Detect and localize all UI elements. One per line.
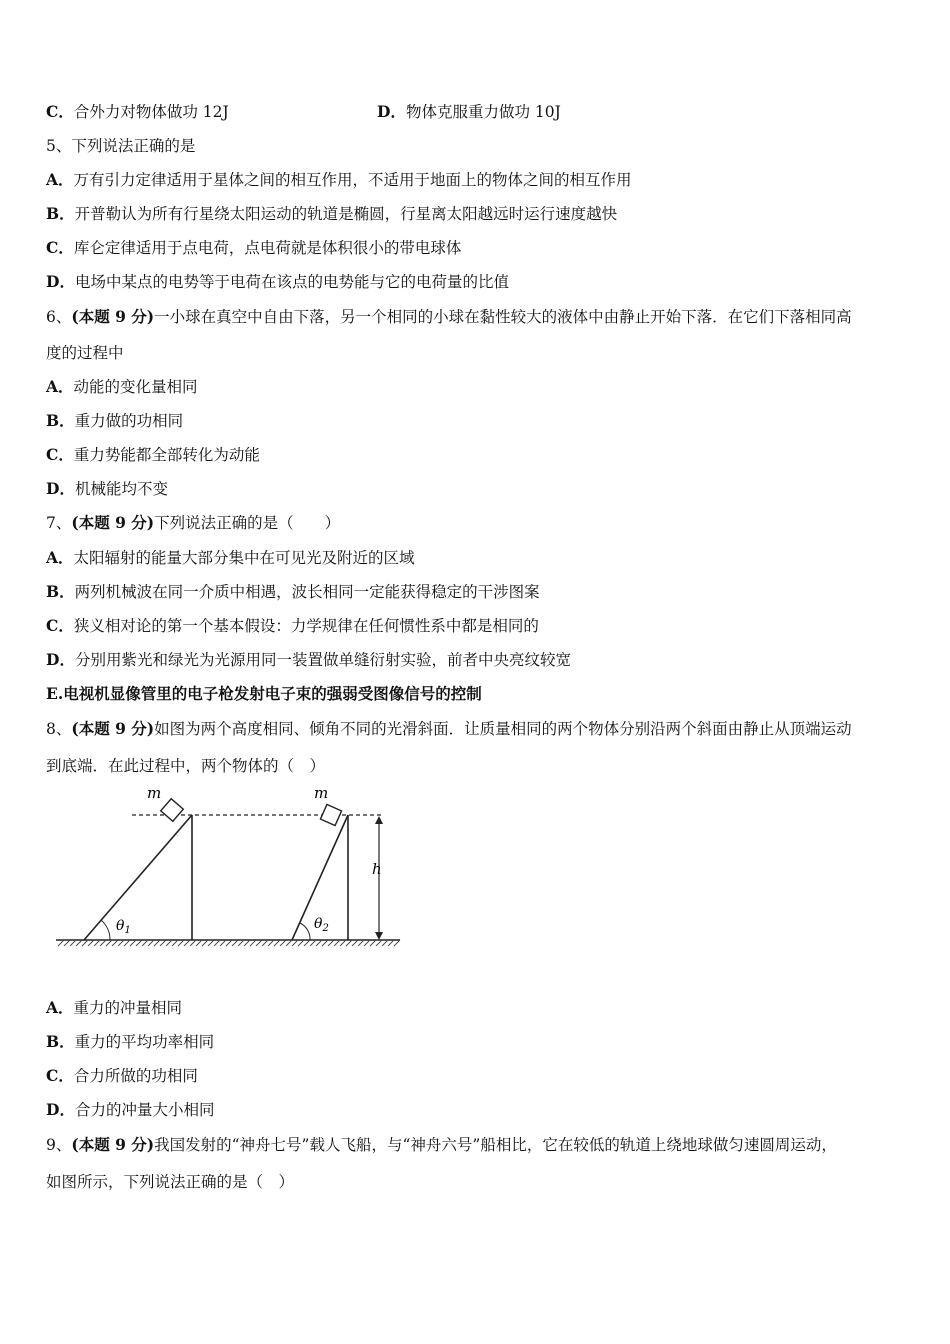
block-2 (320, 804, 341, 825)
option-text: 重力的平均功率相同 (74, 1033, 215, 1051)
question-points: (本题 9 分) (71, 307, 155, 326)
question-text: 一小球在真空中自由下落，另一个相同的小球在黏性较大的液体中由静止开始下落．在它们下落相同高 (154, 308, 852, 326)
option-text: 电场中某点的电势等于电荷在该点的电势能与它的电荷量的比值 (74, 273, 509, 291)
option-letter: D． (46, 479, 75, 498)
q6-stem-line2: 度的过程中 (46, 344, 124, 362)
question-text: 我国发射的“神舟七号”载人飞船，与“神舟六号”船相比，它在较低的轨道上绕地球做匀速圆周运动， (154, 1136, 837, 1154)
question-text: 下列说法正确的是（ ） (154, 514, 341, 532)
height-arrow-head-bottom (375, 932, 383, 940)
option-letter: B． (46, 411, 75, 430)
question-points: (本题 9 分) (71, 1135, 155, 1154)
height-label: h (372, 860, 382, 878)
option-text: 合力的冲量大小相同 (74, 1101, 215, 1119)
angle-1-main: θ (116, 918, 125, 934)
q8-stem-line1 (46, 719, 852, 739)
q8-option-d (46, 1100, 214, 1120)
option-text: 重力做的功相同 (74, 412, 184, 430)
q7-option-b (46, 582, 540, 602)
option-text: 合外力对物体做功 12J (73, 103, 229, 121)
mass-label-2: m (314, 784, 329, 802)
q7-option-d (46, 650, 571, 670)
option-text: 物体克服重力做功 10J (405, 103, 561, 121)
q6-option-d (46, 479, 168, 499)
q6-option-a (46, 377, 198, 397)
q8-option-a (46, 998, 182, 1018)
option-letter: B． (46, 1032, 75, 1051)
option-text: 重力的冲量相同 (73, 999, 183, 1017)
option-letter: D． (46, 272, 75, 291)
q7-stem (46, 513, 340, 533)
option-text: 机械能均不变 (74, 480, 168, 498)
option-text: 库仑定律适用于点电荷，点电荷就是体积很小的带电球体 (73, 239, 462, 257)
mass-label-1: m (147, 784, 162, 802)
option-text: 太阳辐射的能量大部分集中在可见光及附近的区域 (73, 549, 415, 567)
option-letter: A． (46, 548, 74, 567)
q7-option-c (46, 616, 539, 636)
q5-option-d (46, 272, 509, 292)
block-1 (161, 799, 184, 822)
question-points: (本题 9 分) (71, 719, 155, 738)
incline-1-slope (84, 815, 192, 940)
question-points: (本题 9 分) (71, 513, 155, 532)
angle-1-subscript: 1 (124, 925, 131, 936)
angle-1-arc (101, 920, 110, 940)
option-text: 万有引力定律适用于星体之间的相互作用，不适用于地面上的物体之间的相互作用 (73, 171, 632, 189)
angle-2-main: θ (314, 916, 323, 932)
option-letter: A． (46, 377, 74, 396)
question-text: 如图为两个高度相同、倾角不同的光滑斜面．让质量相同的两个物体分别沿两个斜面由静止从顶端运动 (154, 720, 852, 738)
option-letter: B． (46, 582, 75, 601)
angle-2-subscript: 2 (322, 923, 329, 934)
q4-option-d (377, 102, 561, 122)
question-number: 8、 (46, 720, 72, 738)
incline-figure (52, 780, 412, 955)
option-letter: C． (46, 445, 74, 464)
option-letter: C． (46, 102, 74, 121)
angle-2-arc (300, 923, 310, 940)
option-text: 动能的变化量相同 (73, 378, 198, 396)
option-text: 重力势能都全部转化为动能 (73, 446, 260, 464)
option-letter: A． (46, 998, 74, 1017)
option-text: 两列机械波在同一介质中相遇，波长相同一定能获得稳定的干涉图案 (74, 583, 540, 601)
q6-option-b (46, 411, 183, 431)
angle-2-label (314, 916, 329, 934)
option-letter: C． (46, 616, 74, 635)
option-letter: D． (46, 650, 75, 669)
question-number: 7、 (46, 514, 72, 532)
q9-stem-line1 (46, 1135, 837, 1155)
height-arrow-head-top (375, 816, 383, 824)
option-letter: C． (46, 238, 74, 257)
option-letter: B． (46, 204, 75, 223)
option-letter: C． (46, 1066, 74, 1085)
option-text: 狭义相对论的第一个基本假设：力学规律在任何惯性系中都是相同的 (73, 617, 539, 635)
q8-option-b (46, 1032, 214, 1052)
angle-1-label (116, 918, 131, 936)
ground-hatching (58, 940, 400, 946)
option-text: 开普勒认为所有行星绕太阳运动的轨道是椭圆，行星离太阳越远时运行速度越快 (74, 205, 618, 223)
option-text: 分别用紫光和绿光为光源用同一装置做单缝衍射实验，前者中央亮纹较宽 (74, 651, 571, 669)
q8-option-c (46, 1066, 198, 1086)
q7-option-e: E.电视机显像管里的电子枪发射电子束的强弱受图像信号的控制 (46, 684, 482, 703)
option-letter: D． (377, 102, 406, 121)
question-number: 6、 (46, 308, 72, 326)
q5-option-c (46, 238, 461, 258)
question-number: 9、 (46, 1136, 72, 1154)
option-letter: D． (46, 1100, 75, 1119)
q9-stem-line2: 如图所示，下列说法正确的是（ ） (46, 1173, 295, 1191)
q6-option-c (46, 445, 260, 465)
option-text: 合力所做的功相同 (73, 1067, 198, 1085)
q7-option-a (46, 548, 415, 568)
option-letter: A． (46, 170, 74, 189)
q5-stem: 5、下列说法正确的是 (46, 137, 196, 155)
q6-stem-line1 (46, 307, 852, 327)
q5-option-b (46, 204, 617, 224)
q4-option-c (46, 102, 229, 122)
q5-option-a (46, 170, 632, 190)
q8-stem-line2: 到底端．在此过程中，两个物体的（ ） (46, 757, 326, 775)
